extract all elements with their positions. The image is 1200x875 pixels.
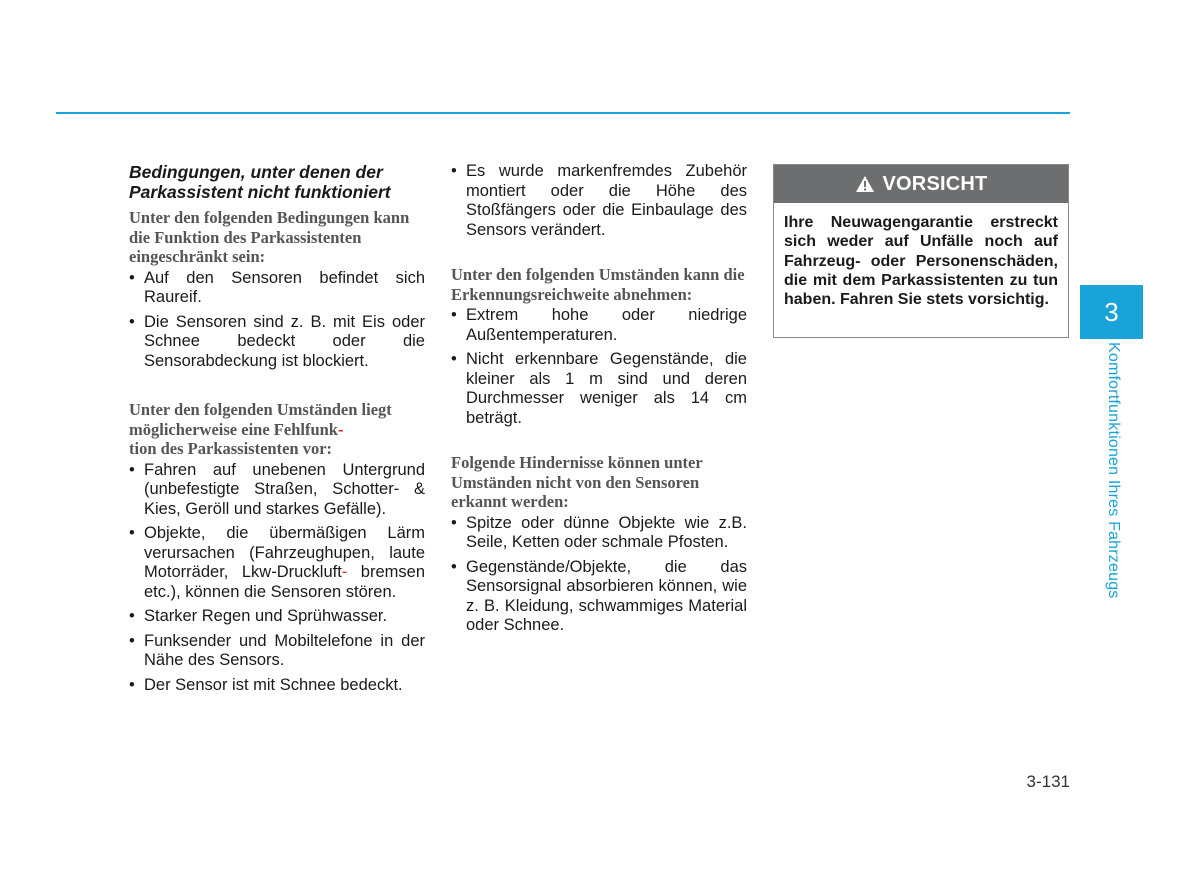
malfunction-lead-part1: Unter den folgenden Umständen liegt möglicherweise eine Fehlfunk bbox=[129, 400, 392, 439]
malfunction-lead-part2: tion des Parkassistenten vor: bbox=[129, 439, 333, 458]
list-item: • Gegenstände/Objekte, die das Sensorsignal absorbieren können, wie z. B. Kleidung, schwammiges Material oder Schnee. bbox=[451, 558, 747, 636]
list-item: • Auf den Sensoren befindet sich Raureif. bbox=[129, 269, 425, 308]
caution-text: Ihre Neuwagengarantie erstreckt sich weder auf Unfälle noch auf Fahrzeug- oder Personenschäden, die mit dem Parkassistenten zu tun haben. Fahren Sie stets vorsichtig. bbox=[784, 214, 1058, 309]
header-rule bbox=[56, 112, 1070, 114]
list-item-part2: bremsen etc.), können die Sensoren stören. bbox=[144, 563, 425, 601]
obstacles-list bbox=[451, 514, 747, 636]
conditions-list bbox=[129, 269, 425, 372]
list-item: • Es wurde markenfremdes Zubehör montiert oder die Höhe des Stoßfängers oder die Einbaulage des Sensors verändert. bbox=[451, 162, 747, 240]
section-title bbox=[129, 162, 425, 202]
list-item: • Extrem hohe oder niedrige Außentemperaturen. bbox=[451, 306, 747, 345]
caution-title: VORSICHT bbox=[882, 172, 988, 195]
warning-triangle-icon bbox=[855, 175, 875, 193]
list-item-part1: Objekte, die übermäßigen Lärm verursachen (Fahrzeughupen, laute Motorräder, Lkw-Druckluft bbox=[144, 524, 425, 581]
section-title-line2: Parkassistent nicht funktioniert bbox=[129, 182, 391, 202]
caution-box bbox=[773, 164, 1069, 338]
section-title-line1: Bedingungen, unter denen der bbox=[129, 162, 383, 182]
obstacles-lead: Folgende Hindernisse können unter Umständen nicht von den Sensoren erkannt werden: bbox=[451, 453, 703, 511]
malfunction-list bbox=[129, 461, 425, 696]
list-item: • Starker Regen und Sprühwasser. bbox=[129, 607, 425, 627]
middle-column bbox=[451, 162, 747, 641]
list-item: • Fahren auf unebenen Untergrund (unbefestigte Straßen, Schotter- & Kies, Geröll und starkes Gefälle). bbox=[129, 461, 425, 520]
list-item: • Die Sensoren sind z. B. mit Eis oder Schnee bedeckt oder die Sensorabdeckung ist blockiert. bbox=[129, 313, 425, 372]
conditions-lead: Unter den folgenden Bedingungen kann die Funktion des Parkassistenten eingeschränkt sein: bbox=[129, 208, 410, 266]
list-item: • Nicht erkennbare Gegenstände, die kleiner als 1 m sind und deren Durchmesser weniger als 14 cm beträgt. bbox=[451, 350, 747, 428]
list-item: • Der Sensor ist mit Schnee bedeckt. bbox=[129, 676, 425, 696]
accessory-list bbox=[451, 162, 747, 240]
range-lead: Unter den folgenden Umständen kann die Erkennungsreichweite abnehmen: bbox=[451, 265, 745, 304]
caution-header bbox=[774, 165, 1068, 203]
list-item: • Spitze oder dünne Objekte wie z.B. Seile, Ketten oder schmale Pfosten. bbox=[451, 514, 747, 553]
list-item: • Funksender und Mobiltelefone in der Nähe des Sensors. bbox=[129, 632, 425, 671]
range-list bbox=[451, 306, 747, 428]
page-number: 3-131 bbox=[1026, 772, 1070, 791]
chapter-tab: 3 bbox=[1080, 285, 1143, 339]
chapter-title: Komfortfunktionen Ihres Fahrzeugs bbox=[1105, 342, 1122, 599]
list-item: • Objekte, die übermäßigen Lärm verursachen (Fahrzeughupen, laute Motorräder, Lkw-Druckluft- bremsen etc.), können die Sensoren stören. bbox=[129, 524, 425, 602]
malfunction-lead: Unter den folgenden Umständen liegt möglicherweise eine Fehlfunk- tion des Parkassistenten vor: bbox=[129, 400, 392, 458]
left-column bbox=[129, 162, 425, 700]
